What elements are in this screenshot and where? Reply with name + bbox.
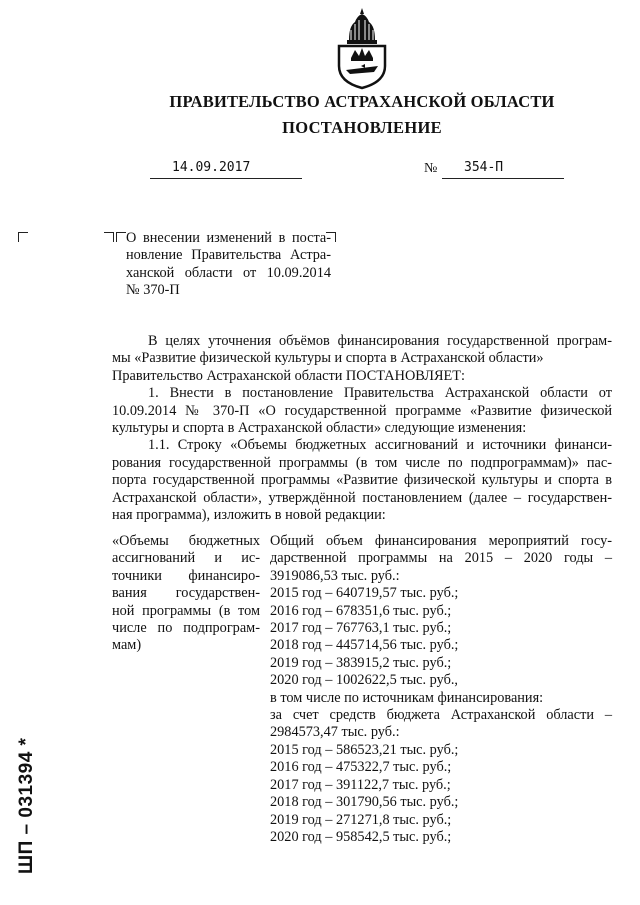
body-line: Астраханской области», утверждённой постановлением (далее – государствен- [112, 489, 612, 506]
organization-title: ПРАВИТЕЛЬСТВО АСТРАХАНСКОЙ ОБЛАСТИ [169, 92, 555, 111]
table-right-line: 2017 год – 391122,7 тыс. руб.; [270, 776, 451, 793]
document-type-title: ПОСТАНОВЛЕНИЕ [282, 118, 442, 137]
table-right-line: Общий объем финансирования мероприятий госу- [270, 533, 612, 549]
table-right-line: 2019 год – 271271,8 тыс. руб.; [270, 811, 452, 828]
table-right-line: 2018 год – 445714,56 тыс. руб.; [270, 637, 459, 654]
table-right-line: 2017 год – 767763,1 тыс. руб.; [270, 620, 452, 637]
table-left-line: ассигнований и ис- [112, 550, 260, 567]
body-line: культуры и спорта в Астраханской области» следующие изменения: [112, 420, 527, 437]
subject-line: новление Правительства Астра- [126, 247, 331, 264]
document-body [112, 333, 612, 524]
corner-mark-left [18, 232, 28, 242]
table-right-line: 2015 год – 586523,21 тыс. руб.; [270, 741, 459, 758]
table-right-column [270, 533, 612, 846]
subject-line: ханской области от 10.09.2014 [126, 264, 331, 281]
body-line: 1. Внести в постановление Правительства Астраханской области от [148, 385, 612, 402]
number-sign: № [424, 161, 438, 176]
table-left-line: мам) [112, 637, 142, 654]
table-right-line: 2016 год – 678351,6 тыс. руб.; [270, 602, 452, 619]
table-left-column [112, 533, 260, 655]
table-left-line: вания государствен- [112, 585, 260, 602]
table-right-line: 3919086,53 тыс. руб.: [270, 567, 400, 584]
table-right-line: 2018 год – 301790,56 тыс. руб.; [270, 794, 459, 811]
document-date: 14.09.2017 [150, 160, 302, 179]
body-line: порта государственной программы «Развитие физической культуры и спорта в [112, 472, 612, 489]
body-line: 10.09.2014 № 370-П «О государственной программе «Развитие физической [112, 402, 612, 419]
table-right-line: за счет средств бюджета Астраханской области – [270, 707, 612, 724]
subject-line: О внесении изменений в поста- [126, 230, 331, 246]
table-right-line: 2019 год – 383915,2 тыс. руб.; [270, 654, 452, 671]
table-left-line: точники финансиро- [112, 567, 260, 584]
table-left-line: ной программы (в том [112, 602, 260, 619]
table-right-line: дарственной программы на 2015 – 2020 годы – [270, 550, 612, 567]
body-line: Правительство Астраханской области ПОСТАНОВЛЯЕТ: [112, 367, 465, 384]
serial-number-text: ШП – 031394 * [16, 737, 37, 874]
corner-mark-inner-left [104, 232, 114, 242]
table-left-line: «Объемы бюджетных [112, 533, 260, 549]
document-subject [126, 230, 331, 300]
body-line: 1.1. Строку «Объемы бюджетных ассигнований и источники финанси- [148, 437, 612, 454]
table-right-line: 2020 год – 958542,5 тыс. руб.; [270, 828, 452, 845]
table-right-line: в том числе по источникам финансирования: [270, 689, 544, 706]
body-line: мы «Развитие физической культуры и спорта в Астраханской области» [112, 350, 544, 367]
serial-number-stamp [14, 694, 40, 874]
body-line: ная программа), изложить в новой редакции: [112, 507, 386, 524]
body-line: В целях уточнения объёмов финансирования государственной програм- [148, 333, 612, 349]
coat-of-arms-emblem [333, 6, 391, 90]
subject-line: № 370-П [126, 282, 180, 299]
table-right-line: 2015 год – 640719,57 тыс. руб.; [270, 585, 459, 602]
table-left-line: числе по подпрограм- [112, 620, 260, 637]
table-right-line: 2984573,47 тыс. руб.: [270, 724, 400, 741]
table-right-line: 2016 год – 475322,7 тыс. руб.; [270, 759, 452, 776]
body-line: рования государственной программы (в том числе по подпрограммам)» пас- [112, 454, 612, 471]
document-number: 354-П [442, 160, 564, 179]
table-right-line: 2020 год – 1002622,5 тыс. руб., [270, 672, 459, 689]
corner-mark-subject-left [116, 232, 126, 242]
